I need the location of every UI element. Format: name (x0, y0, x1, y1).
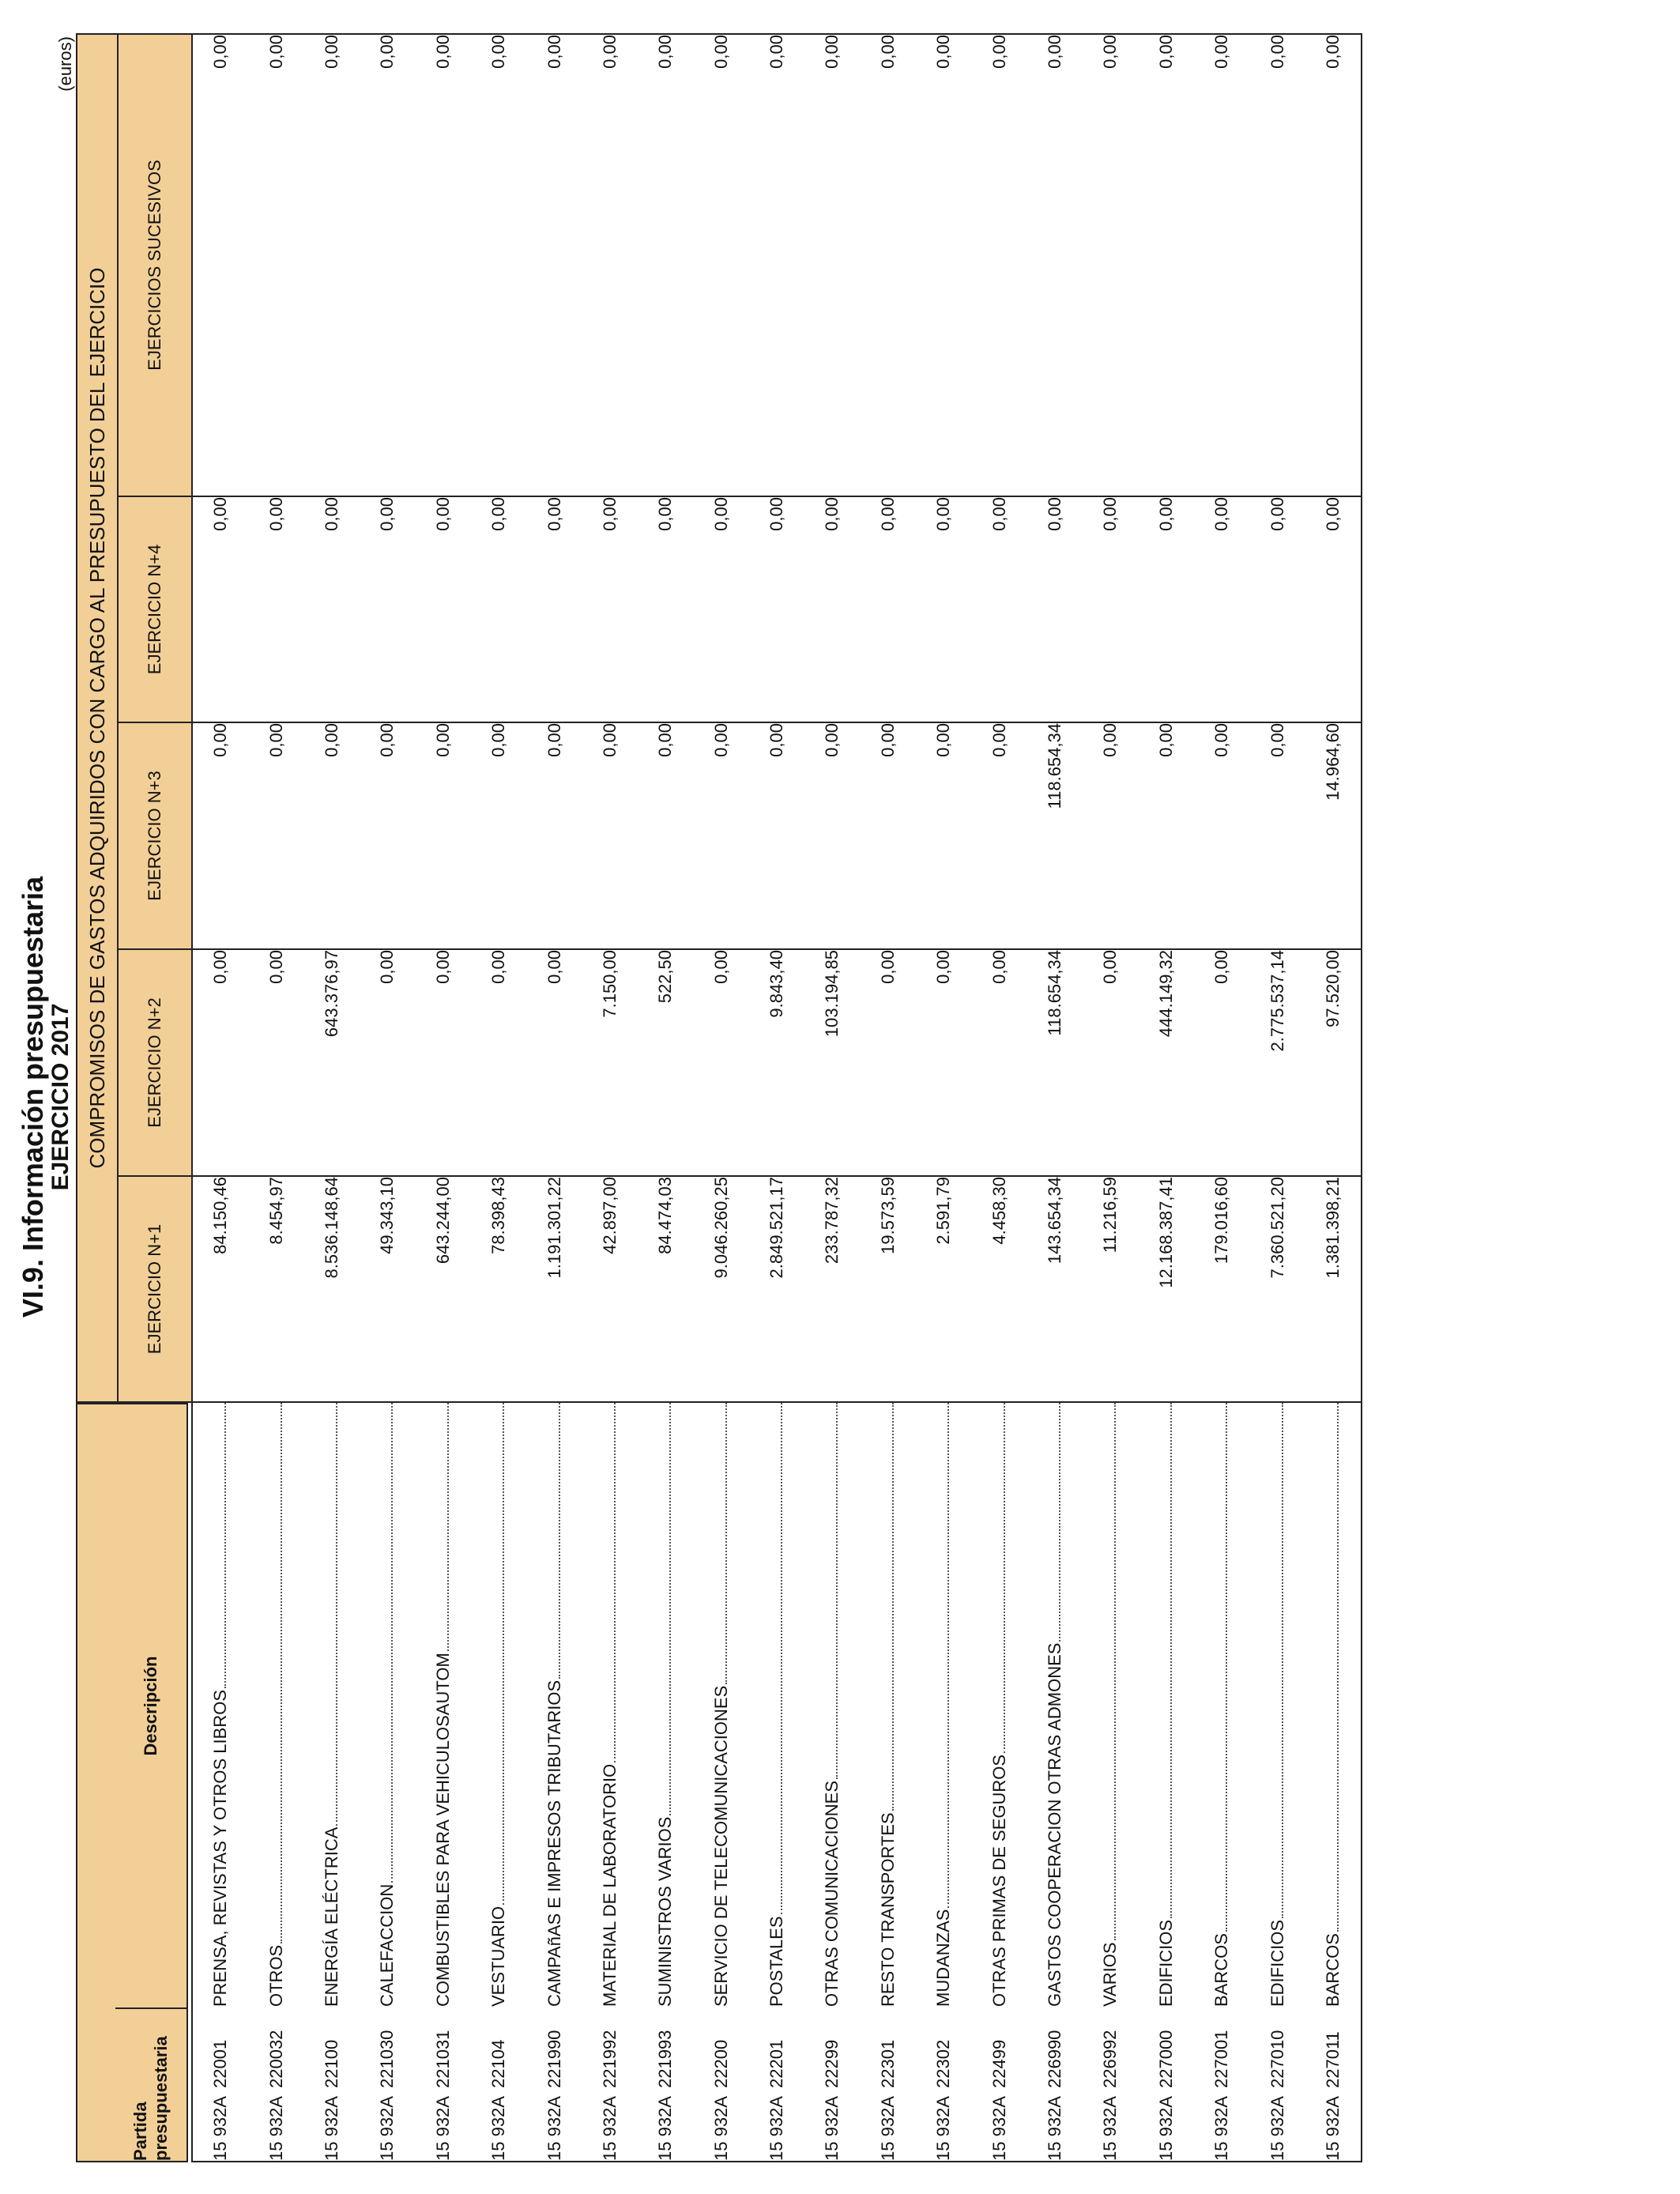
left-headers (114, 1403, 188, 2162)
partida-programa: 15 932A (822, 2096, 842, 2161)
partida-programa: 15 932A (1155, 2096, 1176, 2161)
partida-economica: 221990 (544, 2030, 564, 2088)
amount-n2: 522,50 (638, 949, 693, 1176)
dotted-leader (1170, 1403, 1172, 1918)
partida-programa: 15 932A (655, 2096, 676, 2161)
partida-programa: 15 932A (1323, 2096, 1343, 2161)
amount-n2: 0,00 (971, 949, 1026, 1176)
col-header-sucesivos: EJERCICIOS SUCESIVOS (118, 34, 192, 496)
dotted-leader (836, 1403, 838, 1779)
dotted-leader (1337, 1403, 1339, 1932)
dotted-leader (391, 1403, 393, 1883)
partida-economica: 227000 (1155, 2030, 1176, 2088)
descripcion-cell (248, 1402, 303, 2007)
table-row (694, 34, 749, 2162)
dotted-leader (781, 1403, 782, 1914)
partida-economica: 22499 (989, 2039, 1009, 2088)
amount-n2: 0,00 (1194, 949, 1249, 1176)
amount-n3: 0,00 (1083, 722, 1138, 949)
amount-n1: 2.849.521,17 (749, 1176, 804, 1402)
descripcion-text: SERVICIO DE TELECOMUNICACIONES (710, 1685, 731, 2007)
partida-economica: 22301 (877, 2039, 898, 2088)
amount-n1: 19.573,59 (861, 1176, 916, 1402)
amount-n1: 643.244,00 (416, 1176, 471, 1402)
table-row (1249, 34, 1305, 2162)
descripcion-text: GASTOS COOPERACION OTRAS ADMONES (1045, 1642, 1065, 2007)
amount-n1: 4.458,30 (971, 1176, 1026, 1402)
table-row (1027, 34, 1083, 2162)
dotted-leader (892, 1403, 894, 1811)
partida-economica: 227010 (1267, 2030, 1287, 2088)
descripcion-cell (804, 1402, 860, 2007)
descripcion-text: RESTO TRANSPORTES (877, 1812, 898, 2007)
amount-n1: 8.454,97 (248, 1176, 303, 1402)
amount-n2: 643.376,97 (304, 949, 360, 1176)
amount-suc: 0,00 (304, 34, 360, 496)
amount-n2: 97.520,00 (1305, 949, 1362, 1176)
table-row (416, 34, 471, 2162)
partida-programa: 15 932A (1100, 2096, 1121, 2161)
descripcion-cell (526, 1402, 582, 2007)
amount-suc: 0,00 (416, 34, 471, 496)
partida-programa: 15 932A (989, 2096, 1009, 2161)
descripcion-text: OTROS (266, 1944, 286, 2007)
partida-cell (1083, 2007, 1138, 2162)
amount-suc: 0,00 (694, 34, 749, 496)
amount-n2: 0,00 (916, 949, 971, 1176)
descripcion-cell (1083, 1402, 1138, 2007)
descripcion-text: PRENSA, REVISTAS Y OTROS LIBROS (210, 1689, 231, 2007)
partida-cell (526, 2007, 582, 2162)
amount-n3: 0,00 (1194, 722, 1249, 949)
amount-n1: 7.360.521,20 (1249, 1176, 1305, 1402)
amount-n4: 0,00 (694, 496, 749, 722)
dotted-leader (669, 1403, 671, 1815)
amount-n4: 0,00 (971, 496, 1026, 722)
dotted-leader (503, 1403, 504, 1905)
partida-economica: 221993 (655, 2030, 676, 2088)
descripcion-text: EDIFICIOS (1267, 1919, 1287, 2007)
amount-n2: 0,00 (694, 949, 749, 1176)
partida-economica: 22104 (488, 2039, 509, 2088)
table-row (248, 34, 303, 2162)
amount-n2: 2.775.537,14 (1249, 949, 1305, 1176)
table-row (1194, 34, 1249, 2162)
amount-n2: 444.149,32 (1139, 949, 1194, 1176)
partida-economica: 227011 (1323, 2031, 1343, 2088)
partida-programa: 15 932A (767, 2096, 787, 2161)
descripcion-text: CAMPAñAS E IMPRESOS TRIBUTARIOS (544, 1679, 564, 2007)
descripcion-cell (304, 1402, 360, 2007)
descripcion-text: OTRAS PRIMAS DE SEGUROS (989, 1754, 1009, 2007)
col-header-n3: EJERCICIO N+3 (118, 722, 192, 949)
dotted-leader (447, 1403, 449, 1651)
partida-cell (1305, 2007, 1362, 2162)
amount-suc: 0,00 (971, 34, 1026, 496)
table-row (192, 34, 248, 2162)
amount-n2: 0,00 (861, 949, 916, 1176)
partida-cell (804, 2007, 860, 2162)
budget-commitments-table (76, 33, 1362, 2162)
dotted-leader (614, 1403, 616, 1762)
amount-suc: 0,00 (471, 34, 526, 496)
amount-suc: 0,00 (1194, 34, 1249, 496)
partida-cell (471, 2007, 526, 2162)
page-subtitle: EJERCICIO 2017 (47, 1003, 73, 1191)
descripcion-cell (694, 1402, 749, 2007)
partida-programa: 15 932A (710, 2096, 731, 2161)
amount-n2: 0,00 (248, 949, 303, 1176)
amount-n4: 0,00 (1194, 496, 1249, 722)
descripcion-text: BARCOS (1323, 1933, 1343, 2007)
amount-n4: 0,00 (638, 496, 693, 722)
partida-cell (416, 2007, 471, 2162)
descripcion-text: OTRAS COMUNICACIONES (822, 1780, 842, 2007)
amount-n2: 0,00 (526, 949, 582, 1176)
descripcion-text: ENERGÍA ELÉCTRICA (321, 1826, 341, 2007)
descripcion-text: BARCOS (1211, 1933, 1232, 2007)
table-body (192, 34, 1362, 2162)
descripcion-text: COMBUSTIBLES PARA VEHICULOSAUTOM (432, 1653, 453, 2007)
table-row (638, 34, 693, 2162)
col-header-descripcion: Descripción (114, 1403, 188, 2007)
amount-suc: 0,00 (248, 34, 303, 496)
table-row (1305, 34, 1362, 2162)
amount-suc: 0,00 (360, 34, 415, 496)
amount-n1: 1.381.398,21 (1305, 1176, 1362, 1402)
partida-cell (1139, 2007, 1194, 2162)
descripcion-text: POSTALES (767, 1916, 787, 2007)
descripcion-text: VARIOS (1100, 1942, 1121, 2007)
amount-n2: 0,00 (1083, 949, 1138, 1176)
amount-suc: 0,00 (749, 34, 804, 496)
descripcion-text: SUMINISTROS VARIOS (655, 1816, 676, 2007)
amount-n3: 0,00 (304, 722, 360, 949)
table-row (916, 34, 971, 2162)
dotted-leader (1282, 1403, 1283, 1918)
amount-n2: 118.654,34 (1027, 949, 1083, 1176)
table-row (1083, 34, 1138, 2162)
descripcion-cell (1249, 1402, 1305, 2007)
amount-n4: 0,00 (1305, 496, 1362, 722)
partida-programa: 15 932A (1211, 2096, 1232, 2161)
descripcion-cell (1194, 1402, 1249, 2007)
amount-n2: 103.194,85 (804, 949, 860, 1176)
descripcion-text: MUDANZAS (933, 1909, 954, 2007)
amount-suc: 0,00 (916, 34, 971, 496)
amount-n1: 1.191.301,22 (526, 1176, 582, 1402)
partida-economica: 221030 (377, 2030, 397, 2088)
descripcion-text: EDIFICIOS (1155, 1919, 1176, 2007)
descripcion-cell (638, 1402, 693, 2007)
partida-economica: 226992 (1100, 2030, 1121, 2088)
descripcion-cell (1027, 1402, 1083, 2007)
col-header-n2: EJERCICIO N+2 (118, 949, 192, 1176)
partida-programa: 15 932A (1045, 2096, 1065, 2161)
partida-economica: 227001 (1211, 2030, 1232, 2088)
dotted-leader (947, 1403, 949, 1908)
descripcion-cell (1305, 1402, 1362, 2007)
partida-cell (694, 2007, 749, 2162)
dotted-leader (1114, 1403, 1116, 1940)
descripcion-cell (192, 1402, 248, 2007)
amount-suc: 0,00 (1083, 34, 1138, 496)
amount-n4: 0,00 (1139, 496, 1194, 722)
amount-n4: 0,00 (1027, 496, 1083, 722)
amount-n2: 0,00 (416, 949, 471, 1176)
partida-cell (749, 2007, 804, 2162)
amount-n4: 0,00 (304, 496, 360, 722)
amount-n1: 12.168.387,41 (1139, 1176, 1194, 1402)
amount-n1: 179.016,60 (1194, 1176, 1249, 1402)
partida-cell (916, 2007, 971, 2162)
amount-n4: 0,00 (1083, 496, 1138, 722)
partida-programa: 15 932A (877, 2096, 898, 2161)
table-row (360, 34, 415, 2162)
dotted-leader (281, 1403, 282, 1943)
amount-suc: 0,00 (526, 34, 582, 496)
descripcion-cell (749, 1402, 804, 2007)
amount-n3: 0,00 (416, 722, 471, 949)
amount-n4: 0,00 (916, 496, 971, 722)
amount-n1: 9.046.260,25 (694, 1176, 749, 1402)
table-row (526, 34, 582, 2162)
dotted-leader (1004, 1403, 1005, 1753)
amount-n1: 2.591,79 (916, 1176, 971, 1402)
dotted-leader (224, 1403, 226, 1688)
descripcion-cell (916, 1402, 971, 2007)
amount-suc: 0,00 (1027, 34, 1083, 496)
table-row (582, 34, 638, 2162)
col-header-partida: Partida presupuestaria (114, 2007, 188, 2162)
amount-n2: 9.843,40 (749, 949, 804, 1176)
amount-n3: 0,00 (916, 722, 971, 949)
partida-programa: 15 932A (321, 2096, 341, 2161)
partida-economica: 22302 (933, 2039, 954, 2088)
partida-cell (638, 2007, 693, 2162)
partida-programa: 15 932A (488, 2096, 509, 2161)
partida-economica: 226990 (1045, 2030, 1065, 2088)
dotted-leader (336, 1403, 337, 1826)
amount-n1: 78.398,43 (471, 1176, 526, 1402)
amount-suc: 0,00 (192, 34, 248, 496)
descripcion-cell (971, 1402, 1026, 2007)
amount-n3: 0,00 (360, 722, 415, 949)
amount-n1: 84.474,03 (638, 1176, 693, 1402)
left-header-band (76, 1403, 115, 2162)
amount-n3: 0,00 (471, 722, 526, 949)
amount-n4: 0,00 (749, 496, 804, 722)
descripcion-cell (1139, 1402, 1194, 2007)
table-row (804, 34, 860, 2162)
amount-suc: 0,00 (638, 34, 693, 496)
amount-n2: 0,00 (192, 949, 248, 1176)
amount-n1: 8.536.148,64 (304, 1176, 360, 1402)
amount-n3: 0,00 (1139, 722, 1194, 949)
amount-n2: 0,00 (360, 949, 415, 1176)
amount-n3: 0,00 (192, 722, 248, 949)
amount-suc: 0,00 (804, 34, 860, 496)
amount-n3: 0,00 (582, 722, 638, 949)
amount-n4: 0,00 (416, 496, 471, 722)
dotted-leader (725, 1403, 727, 1684)
table-row (861, 34, 916, 2162)
descripcion-cell (360, 1402, 415, 2007)
amount-suc: 0,00 (861, 34, 916, 496)
partida-economica: 22100 (321, 2039, 341, 2088)
amount-n3: 0,00 (861, 722, 916, 949)
amount-suc: 0,00 (1249, 34, 1305, 496)
amount-n4: 0,00 (248, 496, 303, 722)
amount-suc: 0,00 (1305, 34, 1362, 496)
units-label: (euros) (55, 36, 75, 92)
amount-n4: 0,00 (861, 496, 916, 722)
partida-programa: 15 932A (1267, 2096, 1287, 2161)
amount-n1: 11.216,59 (1083, 1176, 1138, 1402)
descripcion-cell (416, 1402, 471, 2007)
dotted-leader (559, 1403, 560, 1679)
partida-cell (360, 2007, 415, 2162)
partida-programa: 15 932A (210, 2096, 231, 2161)
partida-cell (1027, 2007, 1083, 2162)
table-row (1139, 34, 1194, 2162)
partida-economica: 220032 (266, 2030, 286, 2088)
table-row (304, 34, 360, 2162)
dotted-leader (1059, 1403, 1060, 1642)
amount-n4: 0,00 (582, 496, 638, 722)
descripcion-text: MATERIAL DE LABORATORIO (599, 1763, 620, 2007)
amount-n1: 143.654,34 (1027, 1176, 1083, 1402)
col-header-n4: EJERCICIO N+4 (118, 496, 192, 722)
partida-economica: 221031 (432, 2030, 453, 2088)
amount-n3: 0,00 (1249, 722, 1305, 949)
partida-programa: 15 932A (933, 2096, 954, 2161)
amount-n3: 0,00 (526, 722, 582, 949)
partida-programa: 15 932A (377, 2096, 397, 2161)
partida-economica: 22201 (767, 2039, 787, 2088)
amount-suc: 0,00 (582, 34, 638, 496)
amount-n3: 0,00 (248, 722, 303, 949)
amount-n3: 0,00 (638, 722, 693, 949)
partida-programa: 15 932A (432, 2096, 453, 2161)
amount-n3: 0,00 (749, 722, 804, 949)
amount-n3: 0,00 (694, 722, 749, 949)
amount-n1: 49.343,10 (360, 1176, 415, 1402)
descripcion-cell (471, 1402, 526, 2007)
descripcion-text: CALEFACCION (377, 1883, 397, 2007)
page-title: VI.9. Información presupuestaria (17, 876, 49, 1318)
partida-cell (304, 2007, 360, 2162)
partida-cell (192, 2007, 248, 2162)
amount-n3: 118.654,34 (1027, 722, 1083, 949)
amount-n4: 0,00 (804, 496, 860, 722)
partida-cell (861, 2007, 916, 2162)
table-row (471, 34, 526, 2162)
amount-n3: 0,00 (804, 722, 860, 949)
partida-economica: 22200 (710, 2039, 731, 2088)
partida-programa: 15 932A (599, 2096, 620, 2161)
partida-economica: 221992 (599, 2030, 620, 2088)
dotted-leader (1226, 1403, 1227, 1932)
amount-n1: 42.897,00 (582, 1176, 638, 1402)
partida-cell (1194, 2007, 1249, 2162)
amount-n3: 0,00 (971, 722, 1026, 949)
table-row (749, 34, 804, 2162)
descripcion-cell (861, 1402, 916, 2007)
partida-economica: 22001 (210, 2039, 231, 2088)
partida-cell (582, 2007, 638, 2162)
partida-cell (971, 2007, 1026, 2162)
descripcion-cell (582, 1402, 638, 2007)
amount-suc: 0,00 (1139, 34, 1194, 496)
partida-cell (248, 2007, 303, 2162)
partida-cell (1249, 2007, 1305, 2162)
partida-programa: 15 932A (544, 2096, 564, 2161)
col-header-n1: EJERCICIO N+1 (118, 1176, 192, 1402)
amount-n4: 0,00 (526, 496, 582, 722)
partida-programa: 15 932A (266, 2096, 286, 2161)
amount-n1: 233.787,32 (804, 1176, 860, 1402)
amount-n2: 0,00 (471, 949, 526, 1176)
amount-n1: 84.150,46 (192, 1176, 248, 1402)
amount-n2: 7.150,00 (582, 949, 638, 1176)
amount-n4: 0,00 (1249, 496, 1305, 722)
amount-n4: 0,00 (471, 496, 526, 722)
amount-n4: 0,00 (192, 496, 248, 722)
partida-economica: 22299 (822, 2039, 842, 2088)
descripcion-text: VESTUARIO (488, 1906, 509, 2007)
table-row (971, 34, 1026, 2162)
amount-n3: 14.964,60 (1305, 722, 1362, 949)
group-header: COMPROMISOS DE GASTOS ADQUIRIDOS CON CARGO AL PRESUPUESTO DEL EJERCICIO (77, 34, 118, 1402)
amount-n4: 0,00 (360, 496, 415, 722)
